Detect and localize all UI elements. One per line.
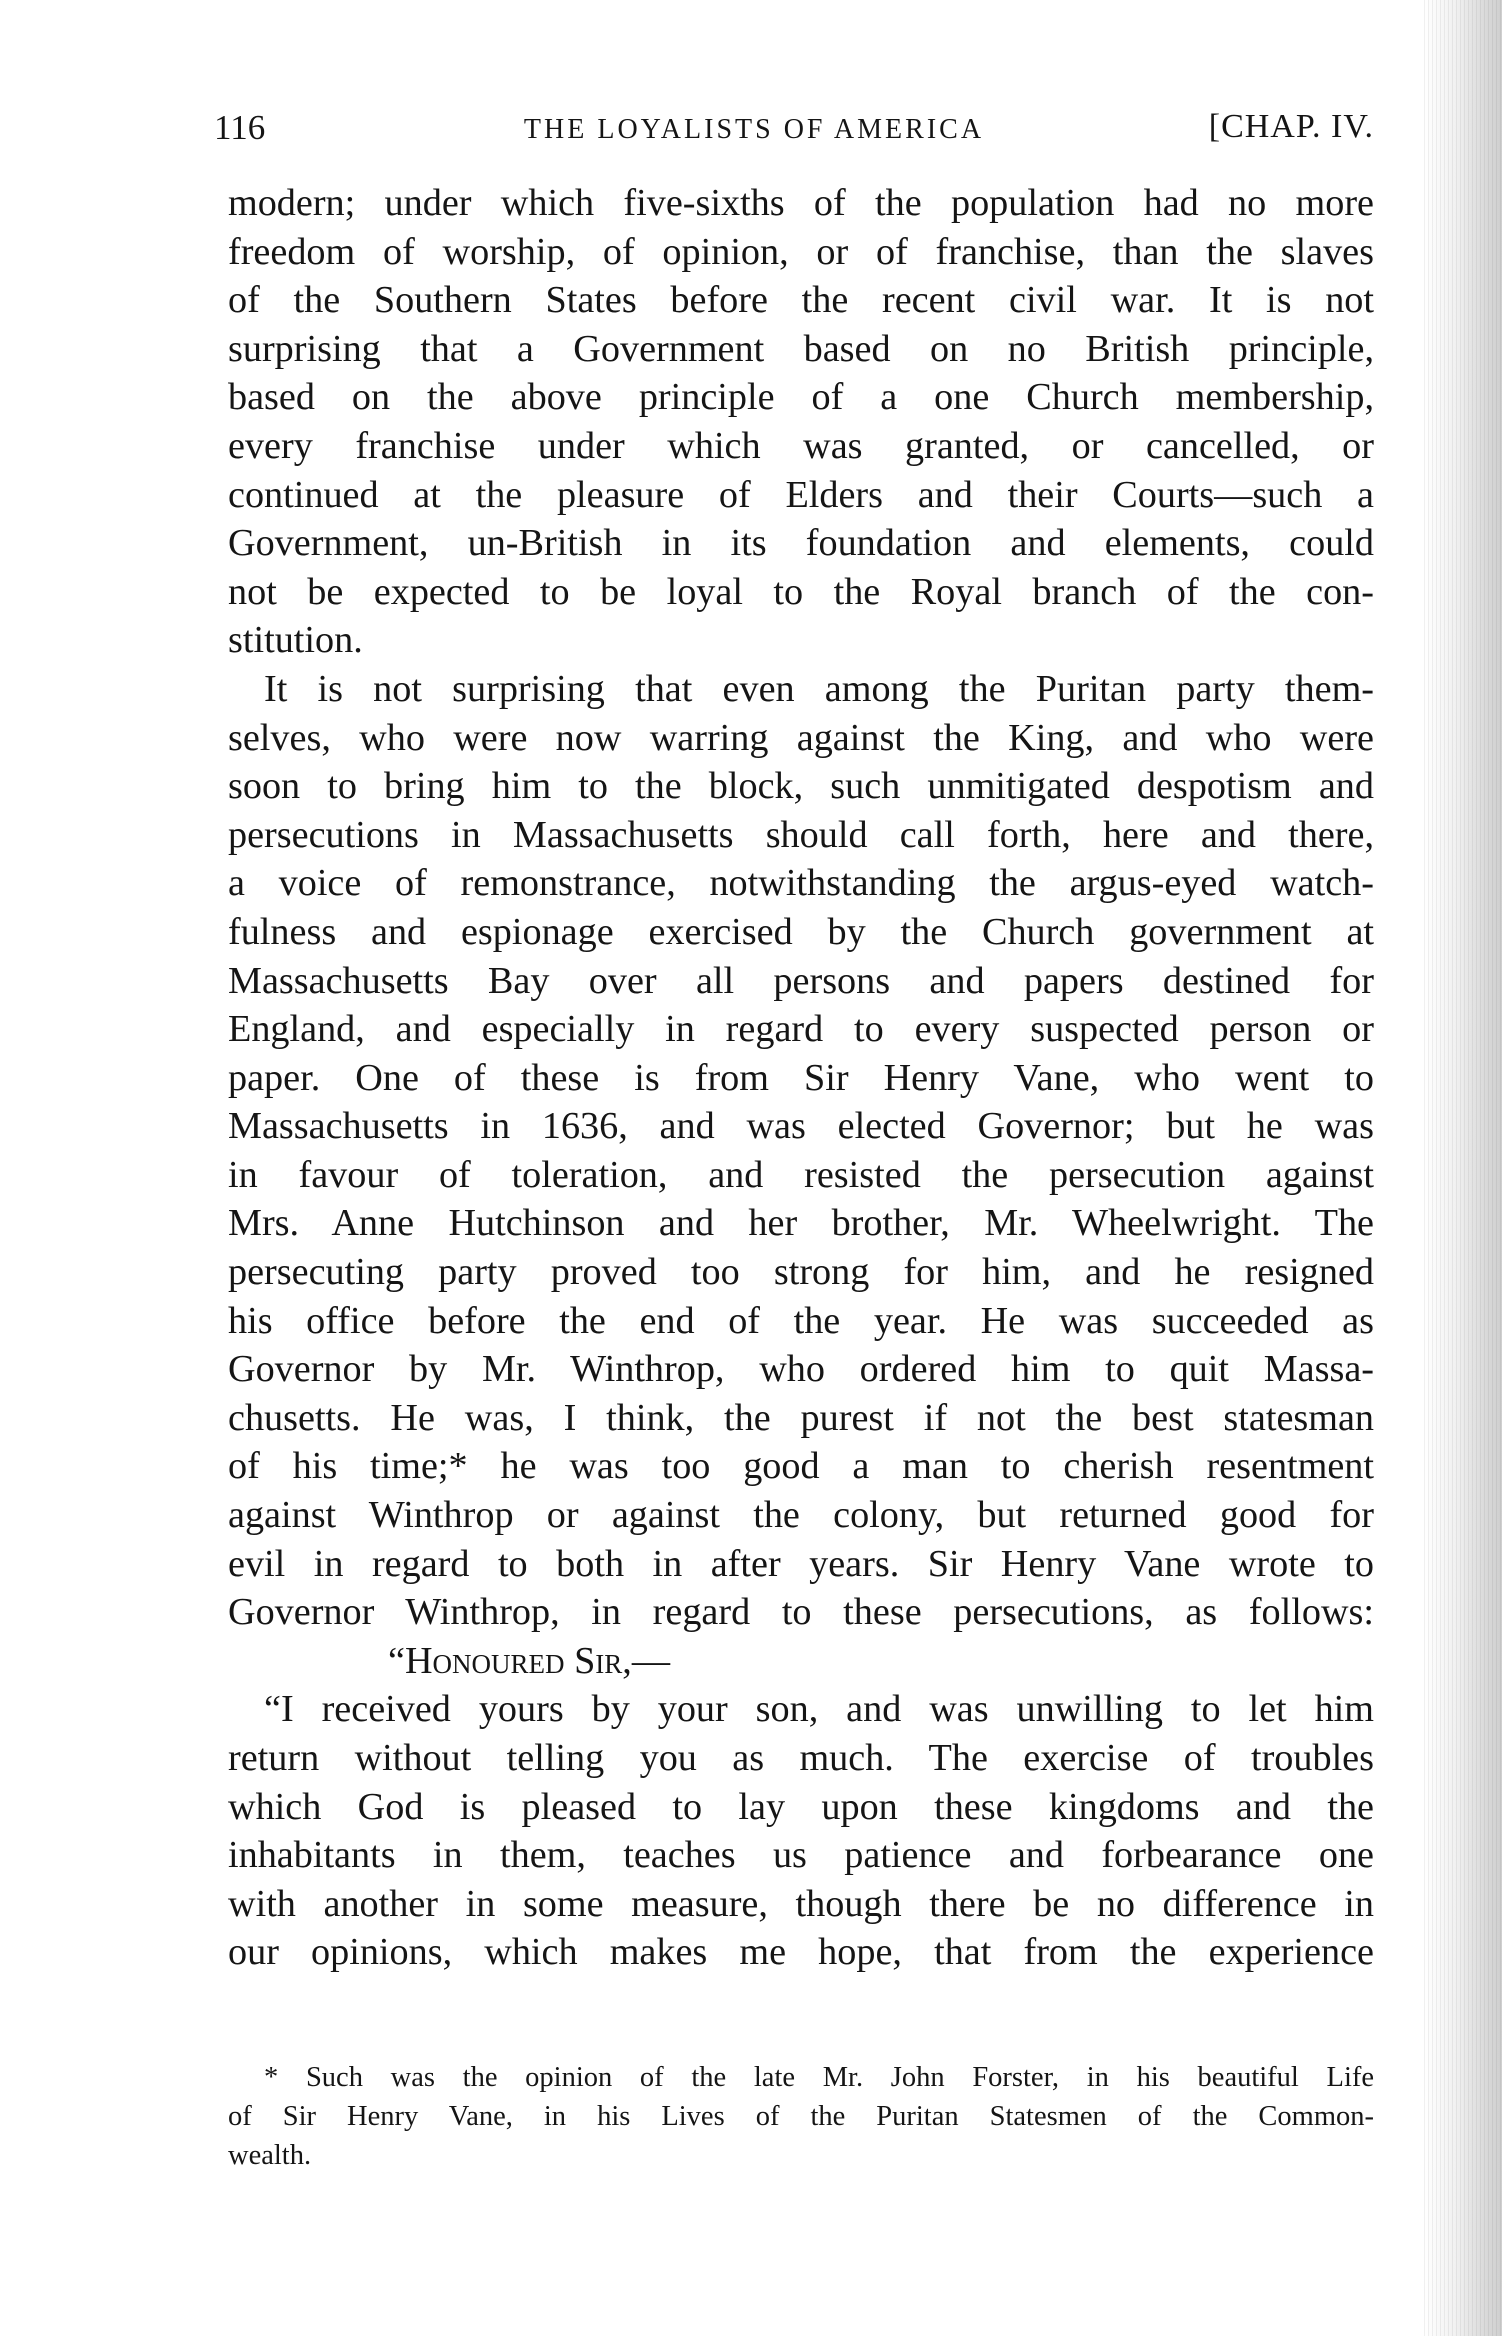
text-line: persecuting party proved too strong for him, and he resigned <box>228 1251 1374 1294</box>
text-line: every franchise under which was granted, or cancelled, or <box>228 424 1374 467</box>
chapter-reference: [CHAP. IV. <box>1208 108 1374 145</box>
text-line: evil in regard to both in after years. Sir Henry Vane wrote to <box>228 1542 1374 1585</box>
text-line: against Winthrop or against the colony, but returned good for <box>228 1494 1374 1537</box>
text-line: modern; under which five-sixths of the population had no more <box>228 182 1374 224</box>
text-line: stitution. <box>228 619 363 662</box>
text-line: selves, who were now warring against the King, and who were <box>228 716 1374 759</box>
paragraph-start-line: It is not surprising that even among the Puritan party them- <box>264 667 1374 710</box>
text-line: of his time;* he was too good a man to cherish resentment <box>228 1445 1374 1488</box>
body-text <box>228 179 1374 1977</box>
letter-salutation: “Honoured Sir,— <box>388 1639 671 1682</box>
footnote-line: of Sir Henry Vane, in his Lives of the Puritan Statesmen of the Common- <box>228 2101 1374 2132</box>
letter-line: which God is pleased to lay upon these kingdoms and the <box>228 1785 1374 1828</box>
text-line: Governor Winthrop, in regard to these persecutions, as follows: <box>228 1591 1374 1634</box>
text-line: paper. One of these is from Sir Henry Vane, who went to <box>228 1056 1374 1099</box>
letter-line: our opinions, which makes me hope, that from the experience <box>228 1931 1374 1974</box>
text-line: not be expected to be loyal to the Royal branch of the con- <box>228 570 1374 613</box>
letter-line: return without telling you as much. The exercise of troubles <box>228 1737 1374 1779</box>
text-line: Government, un-British in its foundation and elements, could <box>228 522 1374 565</box>
text-line: Massachusetts in 1636, and was elected Governor; but he was <box>228 1105 1374 1148</box>
text-line: persecutions in Massachusetts should call forth, here and there, <box>228 813 1374 856</box>
text-line: continued at the pleasure of Elders and their Courts—such a <box>228 473 1374 516</box>
text-line: freedom of worship, of opinion, or of franchise, than the slaves <box>228 230 1374 273</box>
running-title: THE LOYALISTS OF AMERICA <box>523 114 985 145</box>
text-line: soon to bring him to the block, such unmitigated despotism and <box>228 765 1374 808</box>
letter-line: with another in some measure, though there be no difference in <box>228 1882 1374 1925</box>
footnote-line: * Such was the opinion of the late Mr. John Forster, in his beautiful Life <box>264 2062 1374 2093</box>
page-number: 116 <box>214 108 266 147</box>
letter-line: “I received yours by your son, and was unwilling to let him <box>264 1688 1374 1731</box>
text-line: Mrs. Anne Hutchinson and her brother, Mr. Wheelwright. The <box>228 1202 1374 1245</box>
text-line: based on the above principle of a one Church membership, <box>228 376 1374 419</box>
text-line: his office before the end of the year. He was succeeded as <box>228 1299 1374 1342</box>
footnote <box>228 2058 1374 2175</box>
text-line: Governor by Mr. Winthrop, who ordered him to quit Massa- <box>228 1348 1374 1391</box>
text-line: of the Southern States before the recent civil war. It is not <box>228 279 1374 322</box>
letter-line: inhabitants in them, teaches us patience and forbearance one <box>228 1834 1374 1877</box>
text-line: chusetts. He was, I think, the purest if not the best statesman <box>228 1396 1374 1439</box>
text-line: fulness and espionage exercised by the Church government at <box>228 910 1374 953</box>
text-line: in favour of toleration, and resisted the persecution against <box>228 1153 1374 1196</box>
text-line: a voice of remonstrance, notwithstanding the argus-eyed watch- <box>228 862 1374 905</box>
text-line: England, and especially in regard to every suspected person or <box>228 1008 1374 1051</box>
footnote-line: wealth. <box>228 2140 312 2171</box>
page-edge-shadow <box>1424 0 1502 2336</box>
page-header <box>214 108 1374 154</box>
text-line: Massachusetts Bay over all persons and papers destined for <box>228 959 1374 1002</box>
text-line: surprising that a Government based on no British principle, <box>228 327 1374 370</box>
